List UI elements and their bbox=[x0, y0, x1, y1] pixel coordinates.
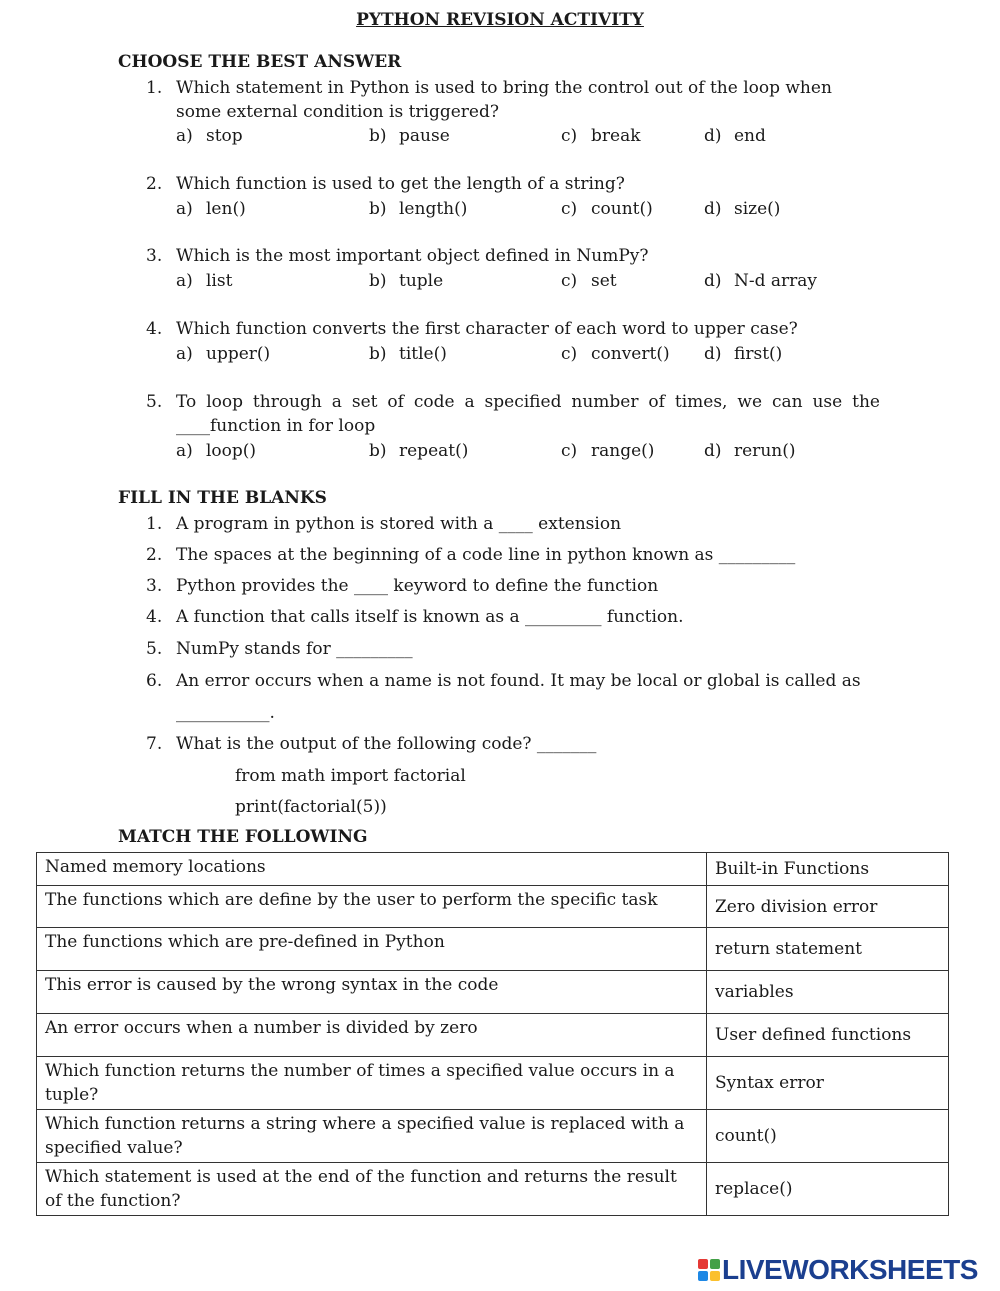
question-number: 4. bbox=[146, 319, 163, 339]
match-left: The functions which are pre-defined in Python bbox=[37, 928, 707, 971]
question-text: To loop through a set of code a specified number of times, we can use the ____function in for loop bbox=[176, 392, 880, 436]
fill-item-7: 7. What is the output of the following code? _______ bbox=[146, 734, 597, 754]
option-d[interactable]: d) first() bbox=[704, 344, 783, 364]
match-right: Zero division error bbox=[707, 886, 949, 928]
mcq-options-3 bbox=[176, 269, 876, 293]
match-left: This error is caused by the wrong syntax in the code bbox=[37, 971, 707, 1014]
question-text: Which function converts the first character of each word to upper case? bbox=[176, 319, 798, 339]
code-line-1: from math import factorial bbox=[235, 766, 466, 786]
match-heading: MATCH THE FOLLOWING bbox=[118, 827, 368, 847]
option-d[interactable]: d) N-d array bbox=[704, 271, 818, 291]
match-left: The functions which are define by the user to perform the specific task bbox=[37, 886, 707, 928]
fill-item-4: 4. A function that calls itself is known as a _________ function. bbox=[146, 607, 684, 627]
question-number: 5. bbox=[146, 392, 163, 412]
logo-mark-icon bbox=[698, 1259, 720, 1281]
option-b[interactable]: b) pause bbox=[369, 126, 450, 146]
mcq-question-4 bbox=[146, 317, 880, 341]
match-left: Which function returns a string where a specified value is replaced with a specified value? bbox=[37, 1110, 707, 1163]
fill-item-3: 3. Python provides the ____ keyword to define the function bbox=[146, 576, 659, 596]
table-row bbox=[37, 928, 949, 971]
option-a[interactable]: a) len() bbox=[176, 199, 246, 219]
mcq-question-5 bbox=[146, 390, 880, 438]
match-left: An error occurs when a number is divided by zero bbox=[37, 1014, 707, 1057]
mcq-options-4 bbox=[176, 342, 876, 366]
match-right: count() bbox=[707, 1110, 949, 1163]
option-c[interactable]: c) break bbox=[561, 126, 641, 146]
option-c[interactable]: c) range() bbox=[561, 441, 655, 461]
match-left: Which statement is used at the end of the function and returns the result of the function? bbox=[37, 1163, 707, 1216]
code-line-2: print(factorial(5)) bbox=[235, 797, 387, 817]
table-row bbox=[37, 853, 949, 886]
table-row bbox=[37, 971, 949, 1014]
table-row bbox=[37, 886, 949, 928]
mcq-question-3 bbox=[146, 244, 880, 268]
option-a[interactable]: a) upper() bbox=[176, 344, 271, 364]
question-number: 1. bbox=[146, 78, 163, 98]
table-row bbox=[37, 1163, 949, 1216]
option-a[interactable]: a) list bbox=[176, 271, 233, 291]
match-left: Named memory locations bbox=[37, 853, 707, 886]
fill-heading: FILL IN THE BLANKS bbox=[118, 488, 327, 508]
question-text: Which function is used to get the length of a string? bbox=[176, 174, 625, 194]
match-right: return statement bbox=[707, 928, 949, 971]
match-right: variables bbox=[707, 971, 949, 1014]
match-right: Built-in Functions bbox=[707, 853, 949, 886]
question-text: Which is the most important object defined in NumPy? bbox=[176, 246, 649, 266]
logo-wordmark: LIVEWORKSHEETS bbox=[722, 1254, 978, 1285]
option-b[interactable]: b) repeat() bbox=[369, 441, 469, 461]
fill-item-6-blank: ___________. bbox=[176, 703, 275, 723]
liveworksheets-logo bbox=[698, 1256, 994, 1284]
question-number: 2. bbox=[146, 174, 163, 194]
question-text: Which statement in Python is used to bring the control out of the loop when some external condition is triggered? bbox=[176, 78, 832, 122]
option-b[interactable]: b) tuple bbox=[369, 271, 444, 291]
option-a[interactable]: a) stop bbox=[176, 126, 243, 146]
match-table bbox=[36, 852, 949, 1216]
mcq-options-1 bbox=[176, 124, 876, 148]
option-b[interactable]: b) length() bbox=[369, 199, 468, 219]
option-b[interactable]: b) title() bbox=[369, 344, 447, 364]
option-c[interactable]: c) convert() bbox=[561, 344, 670, 364]
question-number: 3. bbox=[146, 246, 163, 266]
match-left: Which function returns the number of times a specified value occurs in a tuple? bbox=[37, 1057, 707, 1110]
option-c[interactable]: c) count() bbox=[561, 199, 653, 219]
table-row bbox=[37, 1057, 949, 1110]
mcq-options-2 bbox=[176, 197, 876, 221]
mcq-question-1 bbox=[146, 76, 880, 124]
fill-item-1: 1. A program in python is stored with a ____ extension bbox=[146, 514, 622, 534]
page-title: PYTHON REVISION ACTIVITY bbox=[356, 10, 644, 30]
match-right: Syntax error bbox=[707, 1057, 949, 1110]
option-d[interactable]: d) rerun() bbox=[704, 441, 796, 461]
fill-item-2: 2. The spaces at the beginning of a code line in python known as _________ bbox=[146, 545, 796, 565]
option-d[interactable]: d) end bbox=[704, 126, 766, 146]
fill-item-6: 6. An error occurs when a name is not found. It may be local or global is called as bbox=[146, 671, 861, 691]
mcq-heading: CHOOSE THE BEST ANSWER bbox=[118, 52, 402, 72]
option-d[interactable]: d) size() bbox=[704, 199, 781, 219]
table-row bbox=[37, 1014, 949, 1057]
match-right: replace() bbox=[707, 1163, 949, 1216]
mcq-options-5 bbox=[176, 439, 876, 463]
option-c[interactable]: c) set bbox=[561, 271, 617, 291]
match-right: User defined functions bbox=[707, 1014, 949, 1057]
option-a[interactable]: a) loop() bbox=[176, 441, 257, 461]
fill-item-5: 5. NumPy stands for _________ bbox=[146, 639, 413, 659]
table-row bbox=[37, 1110, 949, 1163]
mcq-question-2 bbox=[146, 172, 880, 196]
